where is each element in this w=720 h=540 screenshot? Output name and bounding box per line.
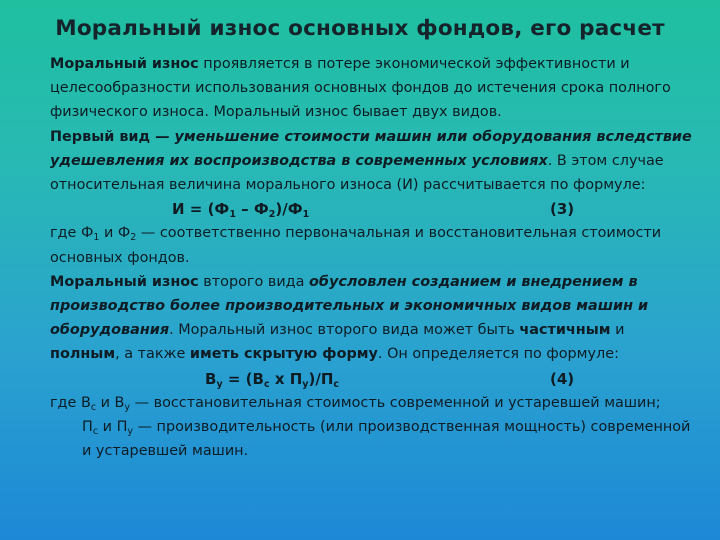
- where-2: где $В_с$ и $В_у$ — восстановительная стоимость современной и устаревшей машин;: [50, 394, 661, 413]
- formula-4: [50, 367, 695, 391]
- term-moral-wear: Моральный износ: [50, 56, 199, 72]
- first-type-text: . В этом случае относительная величина морального износа (И) рассчитывается по формуле:: [50, 152, 664, 194]
- second-type-emphasis: обусловлен созданием и внедрением в производство более производительных и экономичных видов машин и оборудования: [50, 273, 649, 339]
- paragraph-definition: [50, 52, 695, 125]
- formula-3: [50, 197, 695, 221]
- first-type-lead: Первый вид —: [50, 128, 175, 145]
- paragraph-first-type: [50, 125, 695, 198]
- first-type-emphasis: уменьшение стоимости машин или оборудования вследствие удешевления их воспроизводства в современных условиях: [50, 128, 692, 169]
- definition-text: проявляется в потере экономической эффективности и целесообразности использования основных фондов до истечения срока полного физического износа. Моральный износ бывает двух видов.: [50, 56, 671, 121]
- paragraph-second-type: Моральный износ второго вида обусловлен созданием и внедрением в производство более производительных и экономичных видов машин и оборудования. Моральный износ второго вида может быть частичным и полным, а также иметь скрытую форму. Он определяется по формуле:: [50, 273, 649, 363]
- formula-3-number: (3): [550, 200, 575, 219]
- formula-4-expression: $В_у = (В_с$ х $П_у)/П_с$: [205, 369, 340, 390]
- formula-3-expression: $И = (Ф_1 - Ф_2)/Ф_1$: [172, 200, 310, 221]
- where-3: $П_с$ и $П_у$ — производительность (или производственная мощность) современной и устаревшей машин.: [82, 419, 691, 460]
- term-moral-wear-2: Моральный износ: [50, 273, 199, 290]
- formula-4-number: (4): [550, 369, 575, 388]
- slide-title: Моральный износ основных фондов, его расчет: [55, 16, 665, 41]
- slide-body: [50, 52, 695, 463]
- where-1: где $Ф_1$ и $Ф_2$ — соответственно первоначальная и восстановительная стоимости основных фондов.: [50, 225, 662, 266]
